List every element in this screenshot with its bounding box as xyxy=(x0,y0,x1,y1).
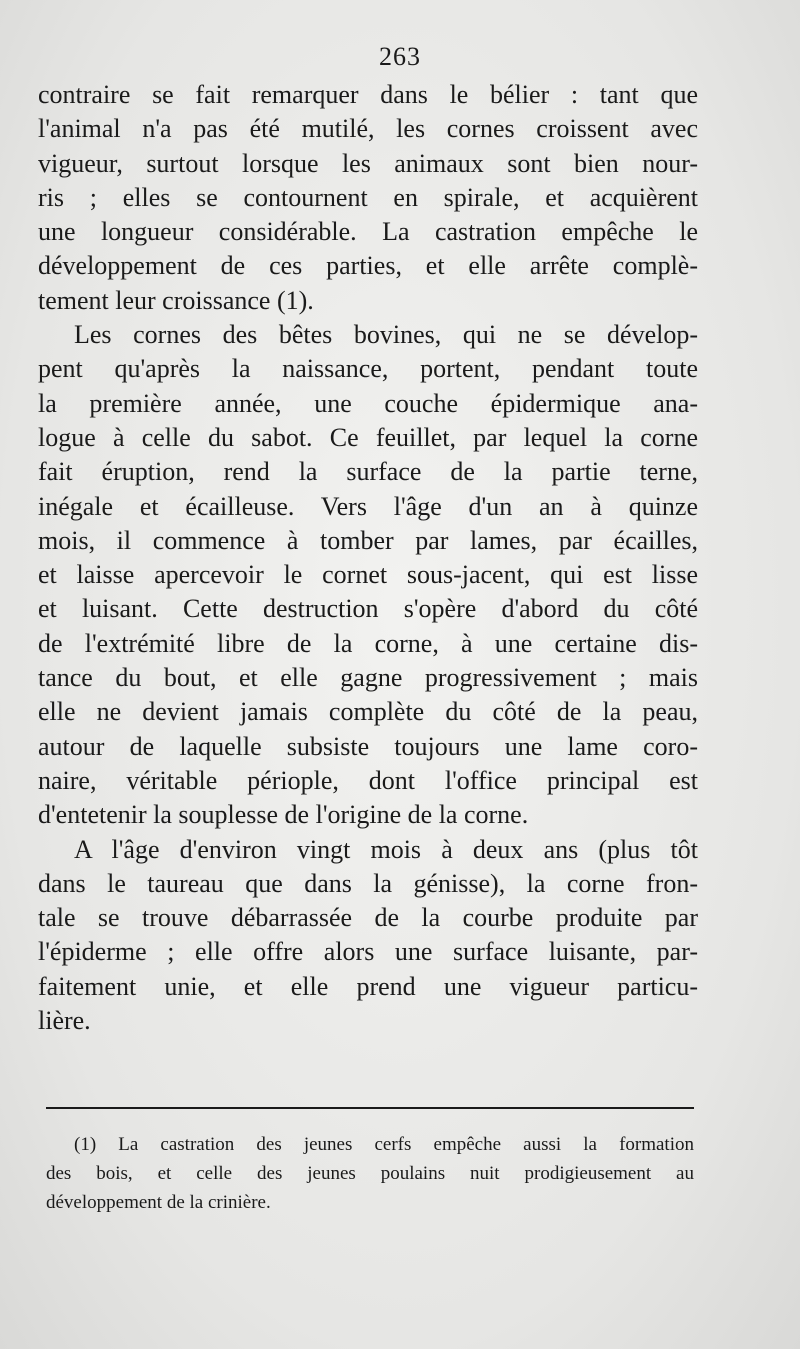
text-line: autour de laquelle subsiste toujours une lame coro- xyxy=(38,731,698,761)
text-line: tance du bout, et elle gagne progressivement ; mais xyxy=(38,663,698,693)
text-line: Les cornes des bêtes bovines, qui ne se dévelop- xyxy=(74,320,698,350)
text-line: elle ne devient jamais complète du côté de la peau, xyxy=(38,697,698,727)
text-line: contraire se fait remarquer dans le bélier : tant que xyxy=(38,80,698,109)
text-line: dans le taureau que dans la génisse), la corne fron- xyxy=(38,868,698,898)
footnote-line: des bois, et celle des jeunes poulains nuit prodigieusement au xyxy=(46,1163,694,1184)
footnote xyxy=(46,1130,694,1217)
text-line: pent qu'après la naissance, portent, pendant toute xyxy=(38,354,698,384)
footnote-line: (1) La castration des jeunes cerfs empêche aussi la formation xyxy=(74,1134,694,1155)
text-line: lière. xyxy=(38,1006,91,1036)
text-line: une longueur considérable. La castration empêche le xyxy=(38,217,698,247)
footnote-line: développement de la crinière. xyxy=(46,1192,271,1213)
text-line: de l'extrémité libre de la corne, à une certaine dis- xyxy=(38,628,698,658)
text-line: naire, véritable périople, dont l'office principal est xyxy=(38,765,698,795)
body-text xyxy=(38,78,698,1038)
text-line: tement leur croissance (1). xyxy=(38,285,314,315)
text-line: mois, il commence à tomber par lames, par écailles, xyxy=(38,525,698,555)
text-line: la première année, une couche épidermique ana- xyxy=(38,388,698,418)
text-line: inégale et écailleuse. Vers l'âge d'un an à quinze xyxy=(38,491,698,521)
text-line: d'entetenir la souplesse de l'origine de la corne. xyxy=(38,800,529,830)
text-line: et laisse apercevoir le cornet sous-jacent, qui est lisse xyxy=(38,560,698,590)
text-line: tale se trouve débarrassée de la courbe produite par xyxy=(38,903,698,933)
text-line: A l'âge d'environ vingt mois à deux ans (plus tôt xyxy=(74,834,698,864)
text-line: faitement unie, et elle prend une vigueur particu- xyxy=(38,971,698,1001)
footnote-divider xyxy=(46,1107,694,1109)
page-number: 263 xyxy=(379,42,421,71)
text-line: l'épiderme ; elle offre alors une surface luisante, par- xyxy=(38,937,698,967)
text-line: vigueur, surtout lorsque les animaux sont bien nour- xyxy=(38,148,698,178)
text-line: développement de ces parties, et elle arrête complè- xyxy=(38,251,698,281)
text-line: ris ; elles se contournent en spirale, et acquièrent xyxy=(38,182,698,212)
text-line: fait éruption, rend la surface de la partie terne, xyxy=(38,457,698,487)
text-line: logue à celle du sabot. Ce feuillet, par lequel la corne xyxy=(38,422,698,452)
text-line: l'animal n'a pas été mutilé, les cornes croissent avec xyxy=(38,114,698,144)
text-line: et luisant. Cette destruction s'opère d'abord du côté xyxy=(38,594,698,624)
